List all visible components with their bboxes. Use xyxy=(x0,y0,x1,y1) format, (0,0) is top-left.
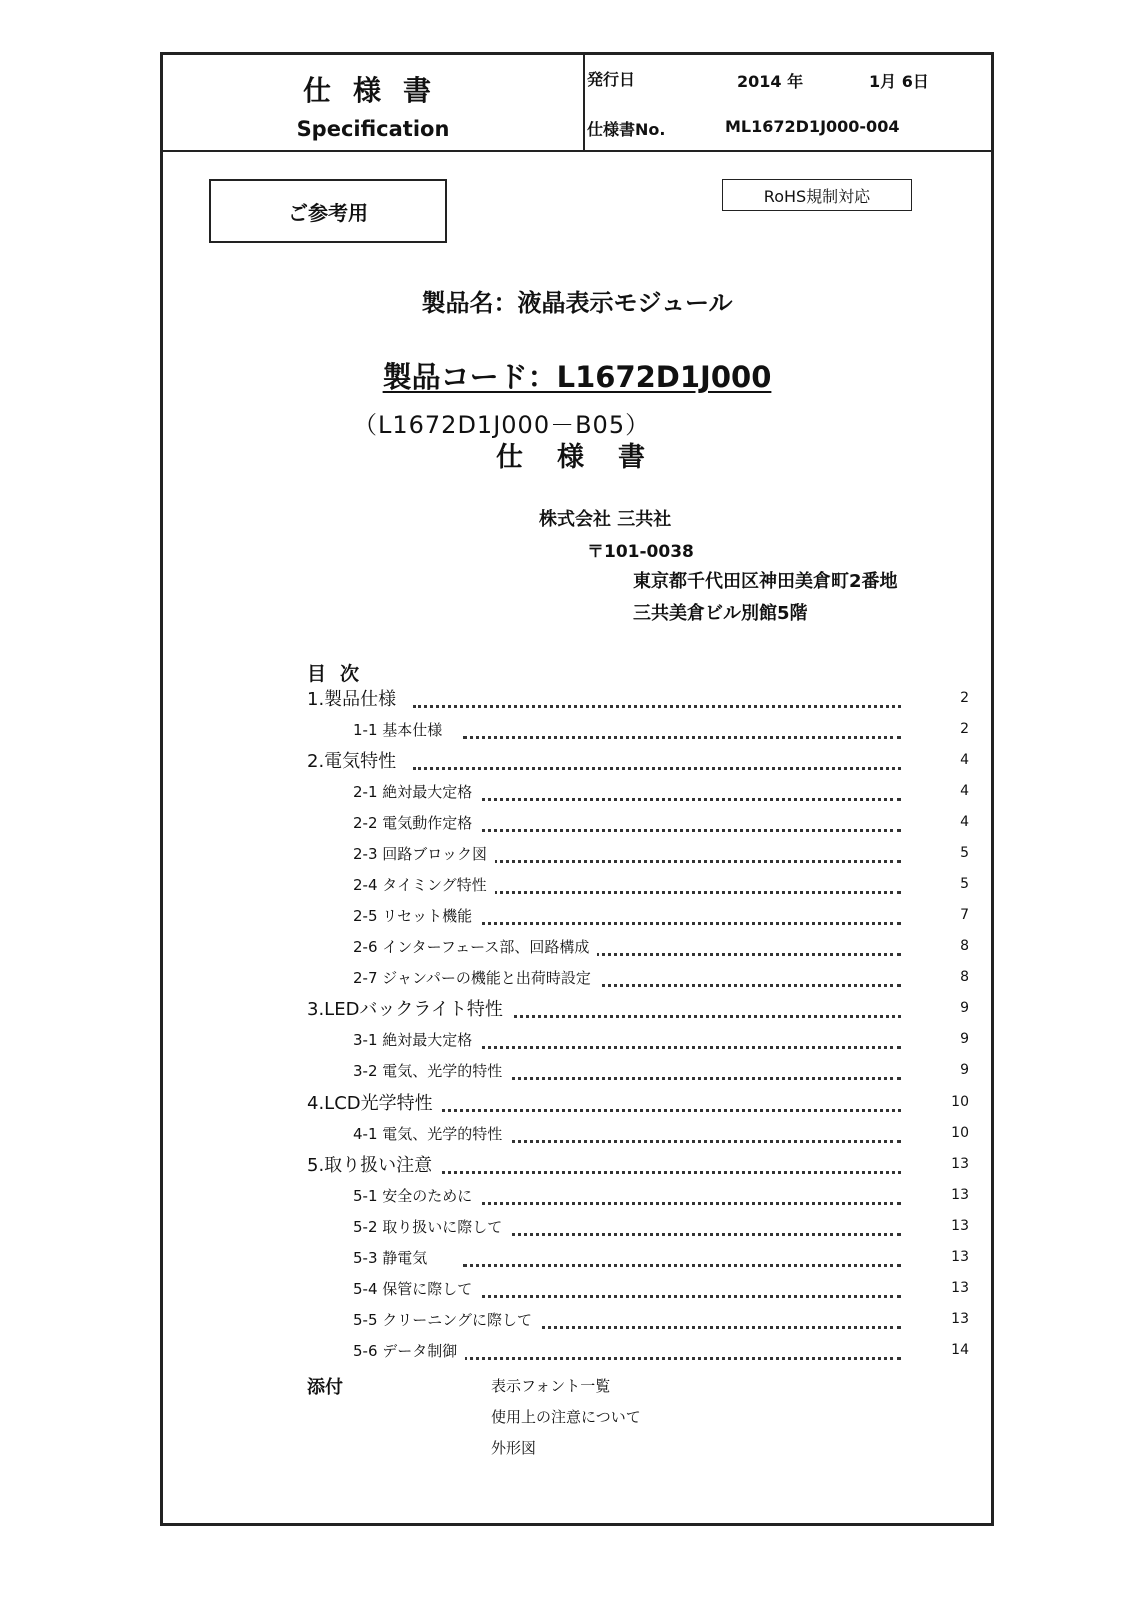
toc-entry-label: 3.LEDバックライト特性 xyxy=(307,995,511,1021)
toc-entry-label: 5-2 取り扱いに際して xyxy=(353,1216,510,1237)
toc-entry-label: 1-1 基本仕様 xyxy=(353,719,450,740)
toc-entry-label: 4-1 電気、光学的特性 xyxy=(353,1123,510,1144)
toc-entry-page: 10 xyxy=(951,1125,969,1141)
toc-entry xyxy=(163,1057,991,1085)
toc-entry-page: 2 xyxy=(960,721,969,737)
product-code: 製品コード：L1672D1J000 xyxy=(382,360,772,394)
toc-entry xyxy=(163,1089,991,1117)
toc-entry xyxy=(163,1120,991,1148)
reference-use-stamp: ご参考用 xyxy=(209,179,447,243)
toc-entry-label: 2-2 電気動作定格 xyxy=(353,812,480,833)
toc-entry xyxy=(163,1306,991,1334)
toc-entry xyxy=(163,902,991,930)
header-column-divider xyxy=(583,55,585,150)
toc-leader-dots xyxy=(413,691,901,708)
company-name: 株式会社 三共社 xyxy=(539,509,672,530)
toc-entry-page: 13 xyxy=(951,1156,969,1172)
toc-leader-dots xyxy=(413,1095,901,1112)
toc-entry xyxy=(163,1182,991,1210)
company-address-line-1: 東京都千代田区神田美倉町2番地 xyxy=(633,571,898,592)
toc-title: 目次 xyxy=(307,663,374,685)
company-postal-code: 〒101-0038 xyxy=(587,542,694,562)
toc-entry-label: 2-6 インターフェース部、回路構成 xyxy=(353,936,597,957)
attachment-item: 表示フォント一覧 xyxy=(491,1377,611,1395)
toc-entry xyxy=(163,1026,991,1054)
toc-entry-page: 4 xyxy=(960,814,969,830)
toc-leader-dots xyxy=(463,1063,901,1080)
toc-leader-dots xyxy=(463,1281,901,1298)
attachment-item: 使用上の注意について xyxy=(491,1408,641,1426)
toc-leader-dots xyxy=(463,1343,901,1360)
toc-entry xyxy=(163,778,991,806)
toc-entry-label: 5-3 静電気 xyxy=(353,1247,435,1268)
toc-entry-page: 5 xyxy=(960,876,969,892)
toc-entry-page: 7 xyxy=(960,907,969,923)
toc-leader-dots xyxy=(463,1032,901,1049)
toc-entry xyxy=(163,871,991,899)
toc-entry-label: 5-1 安全のために xyxy=(353,1185,480,1206)
toc-entry xyxy=(163,1275,991,1303)
toc-entry xyxy=(163,933,991,961)
toc-entry-label: 1.製品仕様 xyxy=(307,685,404,711)
toc-entry-page: 9 xyxy=(960,1000,969,1016)
toc-entry-label: 2.電気特性 xyxy=(307,747,404,773)
toc-entry-label: 5-6 データ制御 xyxy=(353,1340,465,1361)
toc-entry xyxy=(163,964,991,992)
toc-entry-page: 8 xyxy=(960,938,969,954)
toc-leader-dots xyxy=(413,1157,901,1174)
document-title: 仕様書 xyxy=(302,74,453,107)
toc-entry-label: 2-7 ジャンパーの機能と出荷時設定 xyxy=(353,967,599,988)
rohs-compliance-badge: RoHS規制対応 xyxy=(722,179,912,211)
toc-entry-page: 13 xyxy=(951,1311,969,1327)
attachment-item: 外形図 xyxy=(491,1439,537,1457)
toc-leader-dots xyxy=(413,753,901,770)
toc-entry-label: 5-5 クリーニングに際して xyxy=(353,1309,540,1330)
product-sub-code: （L1672D1J000－B05） xyxy=(353,411,651,439)
toc-leader-dots xyxy=(463,877,901,894)
spec-number-label: 仕様書No. xyxy=(587,120,666,139)
header-divider xyxy=(163,150,991,152)
toc-leader-dots xyxy=(463,908,901,925)
toc-entry-page: 9 xyxy=(960,1031,969,1047)
toc-entry xyxy=(163,1337,991,1365)
toc-entry xyxy=(163,1151,991,1179)
toc-entry-label: 4.LCD光学特性 xyxy=(307,1089,441,1115)
toc-entry-label: 2-4 タイミング特性 xyxy=(353,874,495,895)
toc-entry-page: 8 xyxy=(960,969,969,985)
toc-entry-page: 13 xyxy=(951,1249,969,1265)
toc-entry xyxy=(163,995,991,1023)
attachments-title: 添付 xyxy=(307,1377,343,1398)
toc-entry xyxy=(163,809,991,837)
toc-leader-dots xyxy=(463,815,901,832)
toc-entry-page: 13 xyxy=(951,1218,969,1234)
toc-entry-page: 5 xyxy=(960,845,969,861)
toc-leader-dots xyxy=(463,846,901,863)
toc-leader-dots xyxy=(463,1188,901,1205)
toc-entry-label: 2-1 絶対最大定格 xyxy=(353,781,480,802)
issue-date-label: 発行日 xyxy=(587,70,636,89)
toc-leader-dots xyxy=(463,1219,901,1236)
toc-entry xyxy=(163,747,991,775)
toc-entry-label: 5-4 保管に際して xyxy=(353,1278,480,1299)
toc-leader-dots xyxy=(463,722,901,739)
issue-month-day: 1月 6日 xyxy=(869,72,929,91)
spec-label: 仕様書 xyxy=(496,442,679,473)
product-name: 製品名：液晶表示モジュール xyxy=(421,289,733,317)
company-address-line-2: 三共美倉ビル別館5階 xyxy=(633,603,808,624)
document-title-english: Specification xyxy=(296,117,450,141)
toc-entry-page: 10 xyxy=(951,1094,969,1110)
toc-entry-label: 2-3 回路ブロック図 xyxy=(353,843,495,864)
toc-leader-dots xyxy=(463,1250,901,1267)
toc-entry xyxy=(163,840,991,868)
issue-year: 2014 年 xyxy=(737,72,804,91)
toc-entry-page: 4 xyxy=(960,752,969,768)
toc-entry-label: 2-5 リセット機能 xyxy=(353,905,480,926)
spec-sheet-frame xyxy=(160,52,994,1526)
toc-entry-label: 3-2 電気、光学的特性 xyxy=(353,1060,510,1081)
spec-number: ML1672D1J000-004 xyxy=(725,117,900,136)
toc-entry-page: 13 xyxy=(951,1280,969,1296)
toc-leader-dots xyxy=(463,784,901,801)
toc-entry xyxy=(163,716,991,744)
toc-entry-label: 5.取り扱い注意 xyxy=(307,1151,440,1177)
toc-entry-label: 3-1 絶対最大定格 xyxy=(353,1029,480,1050)
toc-entry-page: 14 xyxy=(951,1342,969,1358)
toc-entry-page: 9 xyxy=(960,1062,969,1078)
toc-leader-dots xyxy=(463,1126,901,1143)
toc-entry-page: 2 xyxy=(960,690,969,706)
toc-entry xyxy=(163,685,991,713)
toc-entry-page: 13 xyxy=(951,1187,969,1203)
toc-entry xyxy=(163,1244,991,1272)
toc-entry-page: 4 xyxy=(960,783,969,799)
toc-entry xyxy=(163,1213,991,1241)
